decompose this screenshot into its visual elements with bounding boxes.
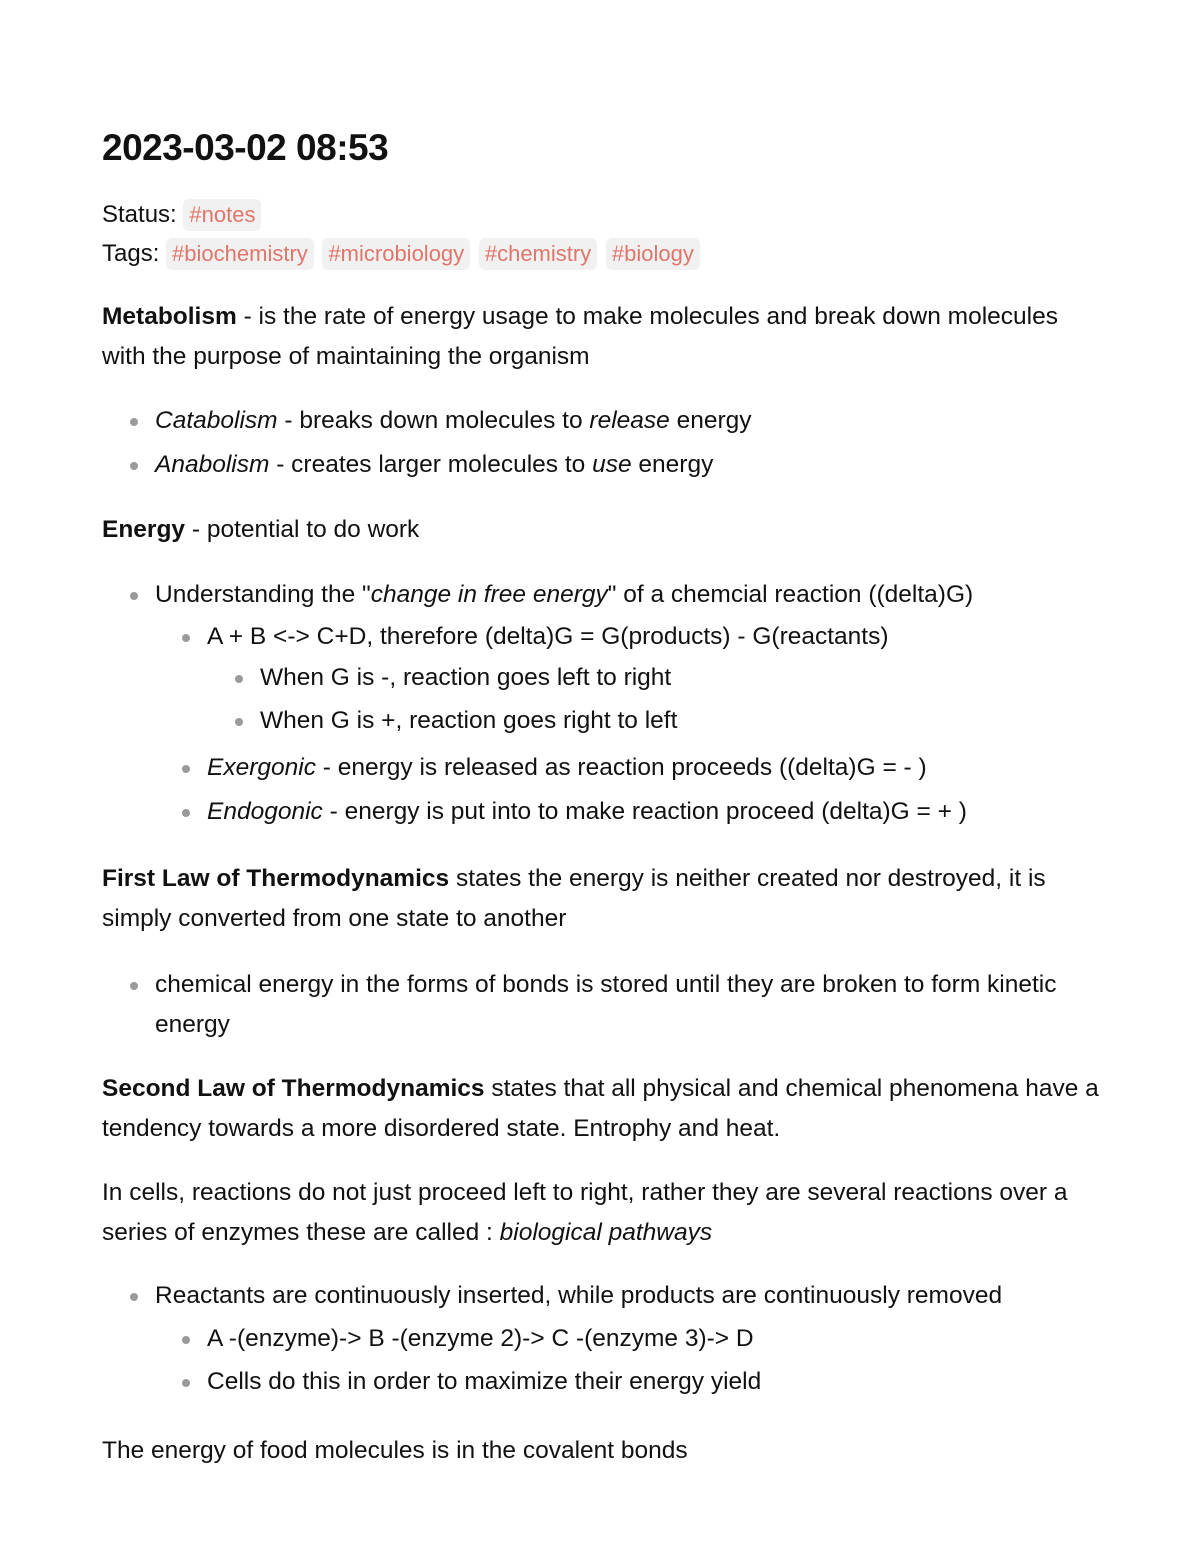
cells-emphasis: biological pathways — [499, 1219, 713, 1246]
anabolism-term: Anabolism — [155, 451, 270, 478]
equation-text: A + B <-> C+D, therefore (delta)G = G(products) - G(reactants) — [207, 623, 889, 650]
second-law-paragraph — [102, 1069, 1102, 1149]
list-item-positive-g — [260, 704, 677, 738]
food-paragraph: The energy of food molecules is in the covalent bonds — [102, 1437, 688, 1464]
bullet-icon — [182, 634, 190, 642]
first-law-term: First Law of Thermodynamics — [102, 865, 450, 892]
energy-paragraph — [102, 510, 1102, 550]
bullet-icon — [130, 462, 138, 470]
pathway-text: A -(enzyme)-> B -(enzyme 2)-> C -(enzyme 3)-> D — [207, 1325, 754, 1352]
list-item-equation — [207, 620, 889, 654]
list-item-reactants — [155, 1279, 1002, 1313]
cells-paragraph — [102, 1173, 1102, 1253]
anabolism-emphasis: use — [592, 451, 632, 478]
negative-g-text: When G is -, reaction goes left to right — [260, 664, 672, 691]
list-item-endogonic — [207, 795, 967, 829]
list-item-pathway — [207, 1322, 754, 1356]
list-item-chemical-energy — [155, 965, 1075, 1045]
status-label: Status: — [102, 201, 177, 228]
energy-text: - potential to do work — [185, 516, 420, 543]
energy-term: Energy — [102, 516, 186, 543]
reactants-text: Reactants are continuously inserted, while products are continuously removed — [155, 1282, 1003, 1309]
catabolism-end: energy — [669, 407, 752, 434]
tag-biochemistry[interactable]: #biochemistry — [166, 238, 314, 270]
bullet-icon — [182, 1379, 190, 1387]
bullet-icon — [235, 718, 243, 726]
exergonic-term: Exergonic — [207, 754, 316, 781]
tags-line — [102, 238, 702, 270]
bullet-icon — [130, 592, 138, 600]
free-energy-emphasis: change in free energy — [370, 581, 608, 608]
tag-biology[interactable]: #biology — [606, 238, 700, 270]
bullet-icon — [235, 675, 243, 683]
exergonic-text: - energy is released as reaction proceeds ((delta)G = - ) — [315, 754, 927, 781]
second-law-term: Second Law of Thermodynamics — [102, 1075, 485, 1102]
bullet-icon — [130, 1293, 138, 1301]
list-item-energy-yield — [207, 1365, 761, 1399]
list-item-catabolism — [155, 404, 751, 438]
free-energy-pre: Understanding the " — [155, 581, 371, 608]
list-item-anabolism — [155, 448, 713, 482]
list-item-free-energy — [155, 578, 973, 612]
bullet-icon — [182, 1336, 190, 1344]
second-law-text: states that all physical and chemical phenomena have a tendency towards a more disordered state. Entrophy and heat. — [102, 1075, 1099, 1142]
list-item-exergonic — [207, 751, 927, 785]
catabolism-emphasis: release — [589, 407, 670, 434]
tag-chemistry[interactable]: #chemistry — [479, 238, 597, 270]
status-line — [102, 199, 263, 231]
endogonic-term: Endogonic — [207, 798, 323, 825]
page-title: 2023-03-02 08:53 — [102, 127, 389, 168]
tag-microbiology[interactable]: #microbiology — [322, 238, 470, 270]
catabolism-text: - breaks down molecules to — [277, 407, 590, 434]
energy-yield-text: Cells do this in order to maximize their energy yield — [207, 1368, 762, 1395]
list-item-negative-g — [260, 661, 671, 695]
bullet-icon — [130, 418, 138, 426]
metabolism-term: Metabolism — [102, 303, 237, 330]
first-law-text: states the energy is neither created nor destroyed, it is simply converted from one state to another — [102, 865, 1046, 932]
tags-label: Tags: — [102, 240, 160, 267]
anabolism-text: - creates larger molecules to — [269, 451, 593, 478]
bullet-icon — [182, 765, 190, 773]
first-law-paragraph — [102, 859, 1102, 939]
cells-text: In cells, reactions do not just proceed left to right, rather they are several reactions over a series of enzymes these are called : — [102, 1179, 1068, 1246]
bullet-icon — [130, 982, 138, 990]
metabolism-paragraph — [102, 297, 1102, 377]
chemical-energy-text: chemical energy in the forms of bonds is stored until they are broken to form kinetic energy — [155, 971, 1057, 1038]
metabolism-text: - is the rate of energy usage to make molecules and break down molecules with the purpose of maintaining the organism — [102, 303, 1058, 370]
endogonic-text: - energy is put into to make reaction proceed (delta)G = + ) — [322, 798, 967, 825]
anabolism-end: energy — [631, 451, 714, 478]
catabolism-term: Catabolism — [155, 407, 278, 434]
free-energy-post: " of a chemcial reaction ((delta)G) — [607, 581, 974, 608]
bullet-icon — [182, 809, 190, 817]
tag-notes[interactable]: #notes — [183, 199, 261, 231]
positive-g-text: When G is +, reaction goes right to left — [260, 707, 678, 734]
